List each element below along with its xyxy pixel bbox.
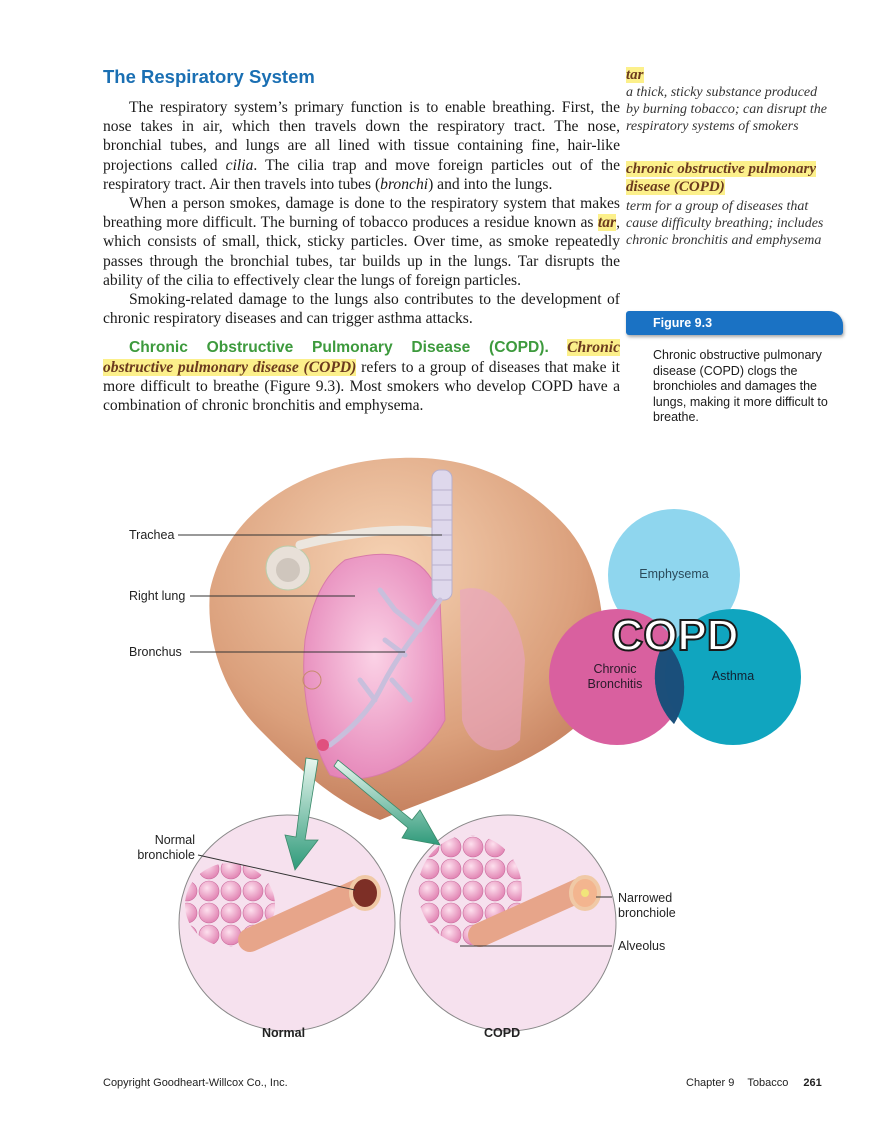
- label-copd: COPD: [484, 1026, 521, 1040]
- glossary-term: tar: [626, 67, 644, 83]
- footer-chapter-info: [686, 1077, 822, 1089]
- label-right-lung: Right lung: [129, 589, 186, 603]
- venn-title: COPD: [611, 611, 739, 660]
- label-bronchus: Bronchus: [129, 645, 182, 659]
- page-number: 261: [803, 1077, 822, 1089]
- paragraph-3: Smoking-related damage to the lungs also contributes to the development of chronic respiratory diseases and can trigger asthma attacks.: [103, 291, 620, 328]
- paragraph-1: The respiratory system’s primary function is to enable breathing. First, the nose takes in air, which then travels down the respiratory tract. The nose, bronchial tubes, and lungs are all lined with tissue containing fine, hair-like projections called cilia. The cilia trap and move foreign particles out of the respiratory tract. Air then travels into tubes (bronchi) and into the lungs.: [103, 99, 620, 193]
- glossary-copd: [626, 160, 831, 249]
- label-alveolus: Alveolus: [618, 939, 666, 953]
- footer-copyright: Copyright Goodheart-Willcox Co., Inc.: [103, 1077, 288, 1089]
- glossary-definition: term for a group of diseases that cause difficulty breathing; includes chronic bronchitis and emphysema: [626, 199, 824, 248]
- body-text: [103, 98, 620, 415]
- copd-subheading: Chronic Obstructive Pulmonary Disease (COPD).: [129, 339, 549, 357]
- footer-chapter: Chapter 9: [686, 1077, 735, 1089]
- venn-label-emphysema: Emphysema: [639, 567, 709, 581]
- figure-caption: Chronic obstructive pulmonary disease (COPD) clogs the bronchioles and damages the lungs, making it more difficult to breathe.: [653, 348, 828, 425]
- paragraph-2: When a person smokes, damage is done to the respiratory system that makes breathing more difficult. The burning of tobacco produces a residue known as tar, which consists of small, thick, sticky particles. Over time, as smoke repeatedly passes through the bronchial tubes, tar builds up in the lungs. Tar disrupts the ability of the cilia to effectively clear the lungs of foreign particles.: [103, 195, 620, 289]
- paragraph-4: Chronic Obstructive Pulmonary Disease (COPD). Chronic obstructive pulmonary disease (COPD) refers to a group of diseases that make it more difficult to breathe (Figure 9.3). Most smokers who develop COPD have a combination of chronic bronchitis and emphysema.: [103, 339, 620, 415]
- copd-term[interactable]: Chronic obstructive pulmonary disease (COPD): [103, 339, 620, 376]
- label-trachea: Trachea: [129, 528, 175, 542]
- footer-chapter-title: Tobacco: [747, 1077, 789, 1089]
- bronchi-term: bronchi: [380, 175, 429, 193]
- normal-bronchiole-opening: [351, 877, 379, 909]
- venn-label-chronic-bronchitis: Chronic Bronchitis: [587, 662, 643, 691]
- venn-label-asthma: Asthma: [711, 669, 755, 683]
- tar-term[interactable]: tar: [597, 214, 617, 232]
- cilia-term: cilia: [225, 156, 254, 174]
- label-narrowed-bronchiole: Narrowed bronchiole: [618, 891, 676, 920]
- glossary-definition: a thick, sticky substance produced by burning tobacco; can disrupt the respiratory systems of smokers: [626, 85, 828, 134]
- figure-tab: Figure 9.3: [626, 311, 843, 335]
- label-normal: Normal: [262, 1026, 306, 1040]
- glossary-term: chronic obstructive pulmonary disease (COPD): [626, 161, 817, 195]
- glossary-tar: [626, 66, 831, 135]
- label-normal-bronchiole: Normal bronchiole: [137, 833, 195, 862]
- section-heading: The Respiratory System: [103, 66, 315, 87]
